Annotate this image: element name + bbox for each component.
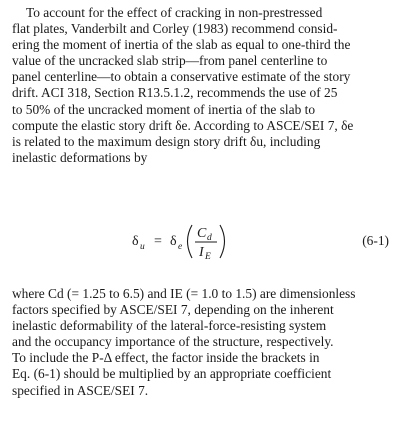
text-line: panel centerline—to obtain a conservative estimate of the story bbox=[12, 69, 351, 85]
text-line: inelastic deformations by bbox=[12, 149, 148, 165]
equation-number: (6-1) bbox=[362, 233, 389, 248]
text-line: inelastic deformability of the lateral-force-resisting system bbox=[12, 318, 327, 334]
text-line: To include the P-Δ effect, the factor inside the brackets in bbox=[12, 350, 320, 366]
text-line: to 50% of the uncracked moment of inertia of the slab to bbox=[12, 101, 316, 117]
eq-rhs-symbol: δ bbox=[170, 234, 177, 249]
eq-equals: = bbox=[154, 234, 162, 249]
eq-numerator: C bbox=[197, 226, 207, 241]
text-line: Eq. (6-1) should be multiplied by an appropriate coefficient bbox=[12, 366, 332, 382]
eq-lhs-subscript: u bbox=[140, 242, 145, 252]
text-line: where Cd (= 1.25 to 6.5) and IE (= 1.0 to 1.5) are dimensionless bbox=[12, 286, 356, 301]
text-line: drift. ACI 318, Section R13.5.1.2, recommends the use of 25 bbox=[12, 85, 338, 101]
eq-rhs-subscript: e bbox=[178, 242, 183, 252]
text-line: ering the moment of inertia of the slab as equal to one-third the bbox=[12, 37, 351, 53]
eq-denominator: I bbox=[199, 245, 204, 260]
text-line: compute the elastic story drift δe. According to ASCE/SEI 7, δe bbox=[12, 117, 354, 133]
text-line: and the occupancy importance of the structure, respectively. bbox=[12, 334, 334, 350]
right-paren bbox=[220, 225, 225, 258]
equation-6-1 bbox=[0, 216, 403, 268]
text-line: To account for the effect of cracking in non-prestressed bbox=[26, 5, 323, 20]
text-line: value of the uncracked slab strip—from panel centerline to bbox=[12, 53, 328, 69]
text-line: is related to the maximum design story drift δu, including bbox=[12, 133, 321, 149]
paragraph-amplification-factors bbox=[12, 286, 393, 399]
paragraph-cracking-effect bbox=[12, 5, 393, 166]
eq-lhs-symbol: δ bbox=[132, 234, 139, 249]
equation-formula bbox=[130, 216, 260, 268]
left-paren bbox=[188, 225, 193, 258]
eq-numerator-subscript: d bbox=[207, 233, 212, 243]
text-line: flat plates, Vanderbilt and Corley (1983) recommend consid- bbox=[12, 21, 338, 37]
text-line: factors specified by ASCE/SEI 7, depending on the inherent bbox=[12, 302, 334, 318]
eq-denominator-subscript: E bbox=[205, 252, 211, 262]
text-line: specified in ASCE/SEI 7. bbox=[12, 382, 149, 398]
